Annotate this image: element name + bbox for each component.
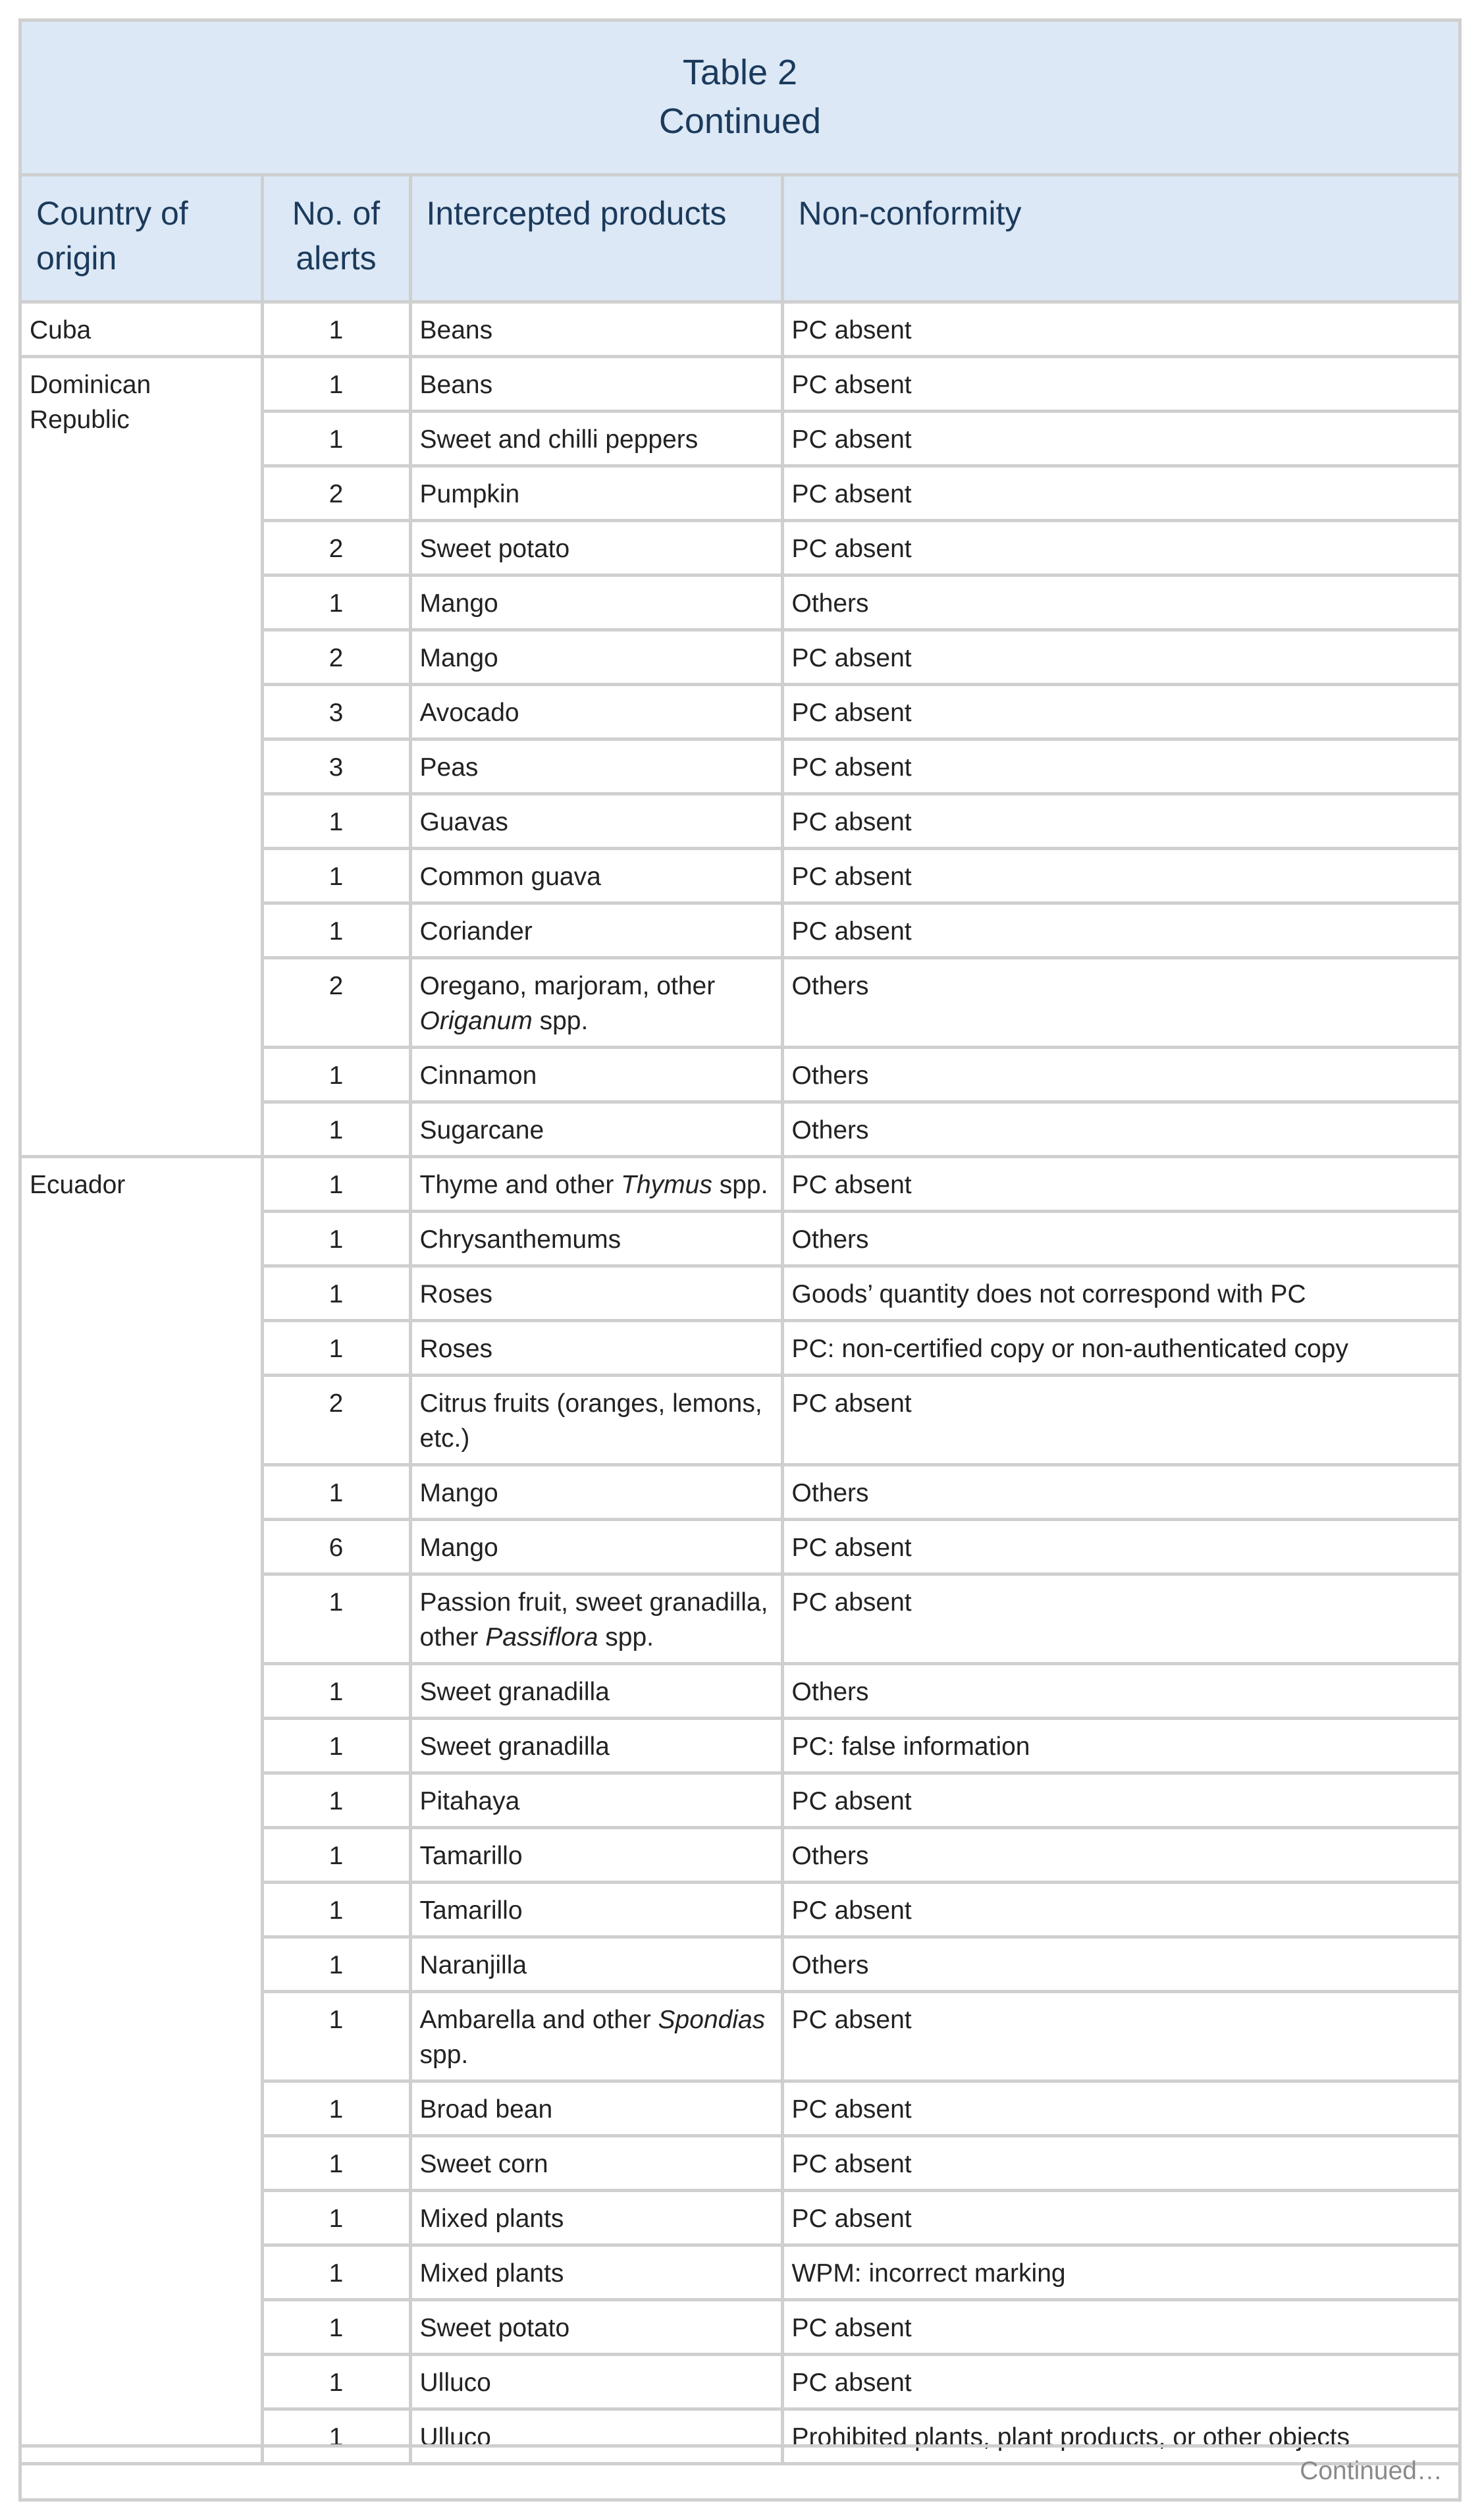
header-nonconformity: Non-conformity	[782, 176, 1458, 302]
nonconformity-cell: PC absent	[782, 848, 1458, 903]
product-cell: Peas	[410, 739, 782, 793]
alerts-cell: 1	[262, 1718, 410, 1773]
nonconformity-cell: PC absent	[782, 1519, 1458, 1574]
nonconformity-cell: PC absent	[782, 2190, 1458, 2245]
table-row	[22, 356, 1458, 411]
alerts-cell: 1	[262, 356, 410, 411]
alerts-cell: 1	[262, 903, 410, 957]
product-cell: Naranjilla	[410, 1937, 782, 1991]
table-frame	[18, 18, 1462, 2502]
nonconformity-cell: Others	[782, 1211, 1458, 1266]
nonconformity-cell: PC absent	[782, 1773, 1458, 1827]
product-cell: Cinnamon	[410, 1047, 782, 1102]
nonconformity-cell: PC absent	[782, 411, 1458, 466]
nonconformity-cell: PC: non-certified copy or non-authenticated copy	[782, 1320, 1458, 1375]
nonconformity-cell: PC absent	[782, 2135, 1458, 2190]
nonconformity-cell: Others	[782, 575, 1458, 630]
alerts-cell: 1	[262, 1266, 410, 1320]
alerts-cell: 2	[262, 957, 410, 1047]
alerts-cell: 1	[262, 2299, 410, 2354]
alerts-cell: 1	[262, 2409, 410, 2463]
product-cell: Sweet granadilla	[410, 1718, 782, 1773]
product-cell: Roses	[410, 1320, 782, 1375]
product-cell: Chrysanthemums	[410, 1211, 782, 1266]
alerts-cell: 1	[262, 1937, 410, 1991]
nonconformity-cell: PC absent	[782, 684, 1458, 739]
product-cell: Sweet corn	[410, 2135, 782, 2190]
nonconformity-cell: Others	[782, 1102, 1458, 1156]
product-cell: Mango	[410, 1519, 782, 1574]
product-cell: Broad bean	[410, 2081, 782, 2135]
nonconformity-cell: PC absent	[782, 1991, 1458, 2081]
alerts-cell: 1	[262, 1991, 410, 2081]
alerts-cell: 1	[262, 2354, 410, 2409]
header-country: Country of origin	[22, 176, 262, 302]
alerts-cell: 2	[262, 520, 410, 575]
product-cell: Ulluco	[410, 2409, 782, 2463]
alerts-cell: 2	[262, 1375, 410, 1464]
nonconformity-cell: PC absent	[782, 793, 1458, 848]
nonconformity-cell: PC absent	[782, 739, 1458, 793]
product-cell: Pitahaya	[410, 1773, 782, 1827]
nonconformity-cell: PC absent	[782, 1882, 1458, 1937]
product-cell: Mango	[410, 575, 782, 630]
product-cell: Pumpkin	[410, 466, 782, 520]
product-cell: Sweet potato	[410, 520, 782, 575]
product-cell: Mixed plants	[410, 2245, 782, 2299]
country-cell: Ecuador	[22, 1156, 262, 2463]
product-cell: Mango	[410, 630, 782, 684]
table-subtitle: Continued	[658, 101, 822, 141]
product-cell: Mixed plants	[410, 2190, 782, 2245]
nonconformity-cell: PC absent	[782, 903, 1458, 957]
nonconformity-cell: PC absent	[782, 2299, 1458, 2354]
product-cell: Roses	[410, 1266, 782, 1320]
product-cell: Avocado	[410, 684, 782, 739]
alerts-cell: 1	[262, 1827, 410, 1882]
nonconformity-cell: PC absent	[782, 2081, 1458, 2135]
product-cell: Guavas	[410, 793, 782, 848]
nonconformity-cell: PC absent	[782, 520, 1458, 575]
nonconformity-cell: PC absent	[782, 356, 1458, 411]
alerts-cell: 1	[262, 1882, 410, 1937]
nonconformity-cell: Goods’ quantity does not correspond with PC	[782, 1266, 1458, 1320]
nonconformity-cell: Others	[782, 1464, 1458, 1519]
alerts-cell: 1	[262, 411, 410, 466]
alerts-cell: 1	[262, 1320, 410, 1375]
alerts-cell: 2	[262, 466, 410, 520]
data-table	[22, 176, 1458, 2465]
nonconformity-cell: PC absent	[782, 1375, 1458, 1464]
alerts-cell: 6	[262, 1519, 410, 1574]
product-cell: Citrus fruits (oranges, lemons, etc.)	[410, 1375, 782, 1464]
alerts-cell: 1	[262, 1047, 410, 1102]
nonconformity-cell: PC absent	[782, 630, 1458, 684]
nonconformity-cell: PC absent	[782, 1574, 1458, 1663]
alerts-cell: 1	[262, 1464, 410, 1519]
header-alerts: No. of alerts	[262, 176, 410, 302]
nonconformity-cell: PC absent	[782, 302, 1458, 356]
product-cell: Common guava	[410, 848, 782, 903]
nonconformity-cell: PC: false information	[782, 1718, 1458, 1773]
nonconformity-cell: Others	[782, 1937, 1458, 1991]
product-cell: Mango	[410, 1464, 782, 1519]
nonconformity-cell: Others	[782, 1047, 1458, 1102]
table-caption	[22, 22, 1458, 176]
nonconformity-cell: PC absent	[782, 2354, 1458, 2409]
alerts-cell: 1	[262, 848, 410, 903]
alerts-cell: 1	[262, 575, 410, 630]
alerts-cell: 2	[262, 630, 410, 684]
continued-note: Continued…	[22, 2444, 1458, 2498]
alerts-cell: 1	[262, 1102, 410, 1156]
product-cell: Beans	[410, 302, 782, 356]
nonconformity-cell: Others	[782, 1827, 1458, 1882]
alerts-cell: 1	[262, 1211, 410, 1266]
alerts-cell: 1	[262, 1773, 410, 1827]
header-products: Intercepted products	[410, 176, 782, 302]
nonconformity-cell: Prohibited plants, plant products, or other objects	[782, 2409, 1458, 2463]
alerts-cell: 1	[262, 2135, 410, 2190]
product-cell: Tamarillo	[410, 1882, 782, 1937]
header-row	[22, 176, 1458, 302]
country-cell: Dominican Republic	[22, 356, 262, 1156]
product-cell: Oregano, marjoram, other Origanum spp.	[410, 957, 782, 1047]
table-row	[22, 302, 1458, 356]
nonconformity-cell: Others	[782, 957, 1458, 1047]
product-cell: Tamarillo	[410, 1827, 782, 1882]
product-cell: Sweet potato	[410, 2299, 782, 2354]
nonconformity-cell: PC absent	[782, 466, 1458, 520]
product-cell: Passion fruit, sweet granadilla, other Passiflora spp.	[410, 1574, 782, 1663]
country-cell: Cuba	[22, 302, 262, 356]
product-cell: Coriander	[410, 903, 782, 957]
alerts-cell: 1	[262, 2190, 410, 2245]
alerts-cell: 1	[262, 1663, 410, 1718]
nonconformity-cell: Others	[782, 1663, 1458, 1718]
alerts-cell: 1	[262, 1574, 410, 1663]
alerts-cell: 3	[262, 739, 410, 793]
product-cell: Sweet and chilli peppers	[410, 411, 782, 466]
product-cell: Sugarcane	[410, 1102, 782, 1156]
product-cell: Thyme and other Thymus spp.	[410, 1156, 782, 1211]
alerts-cell: 1	[262, 2081, 410, 2135]
table-title: Table 2	[682, 53, 798, 92]
nonconformity-cell: WPM: incorrect marking	[782, 2245, 1458, 2299]
alerts-cell: 1	[262, 2245, 410, 2299]
product-cell: Ulluco	[410, 2354, 782, 2409]
alerts-cell: 1	[262, 1156, 410, 1211]
product-cell: Beans	[410, 356, 782, 411]
product-cell: Sweet granadilla	[410, 1663, 782, 1718]
alerts-cell: 1	[262, 793, 410, 848]
nonconformity-cell: PC absent	[782, 1156, 1458, 1211]
product-cell: Ambarella and other Spondias spp.	[410, 1991, 782, 2081]
alerts-cell: 3	[262, 684, 410, 739]
table-row	[22, 1156, 1458, 1211]
alerts-cell: 1	[262, 302, 410, 356]
